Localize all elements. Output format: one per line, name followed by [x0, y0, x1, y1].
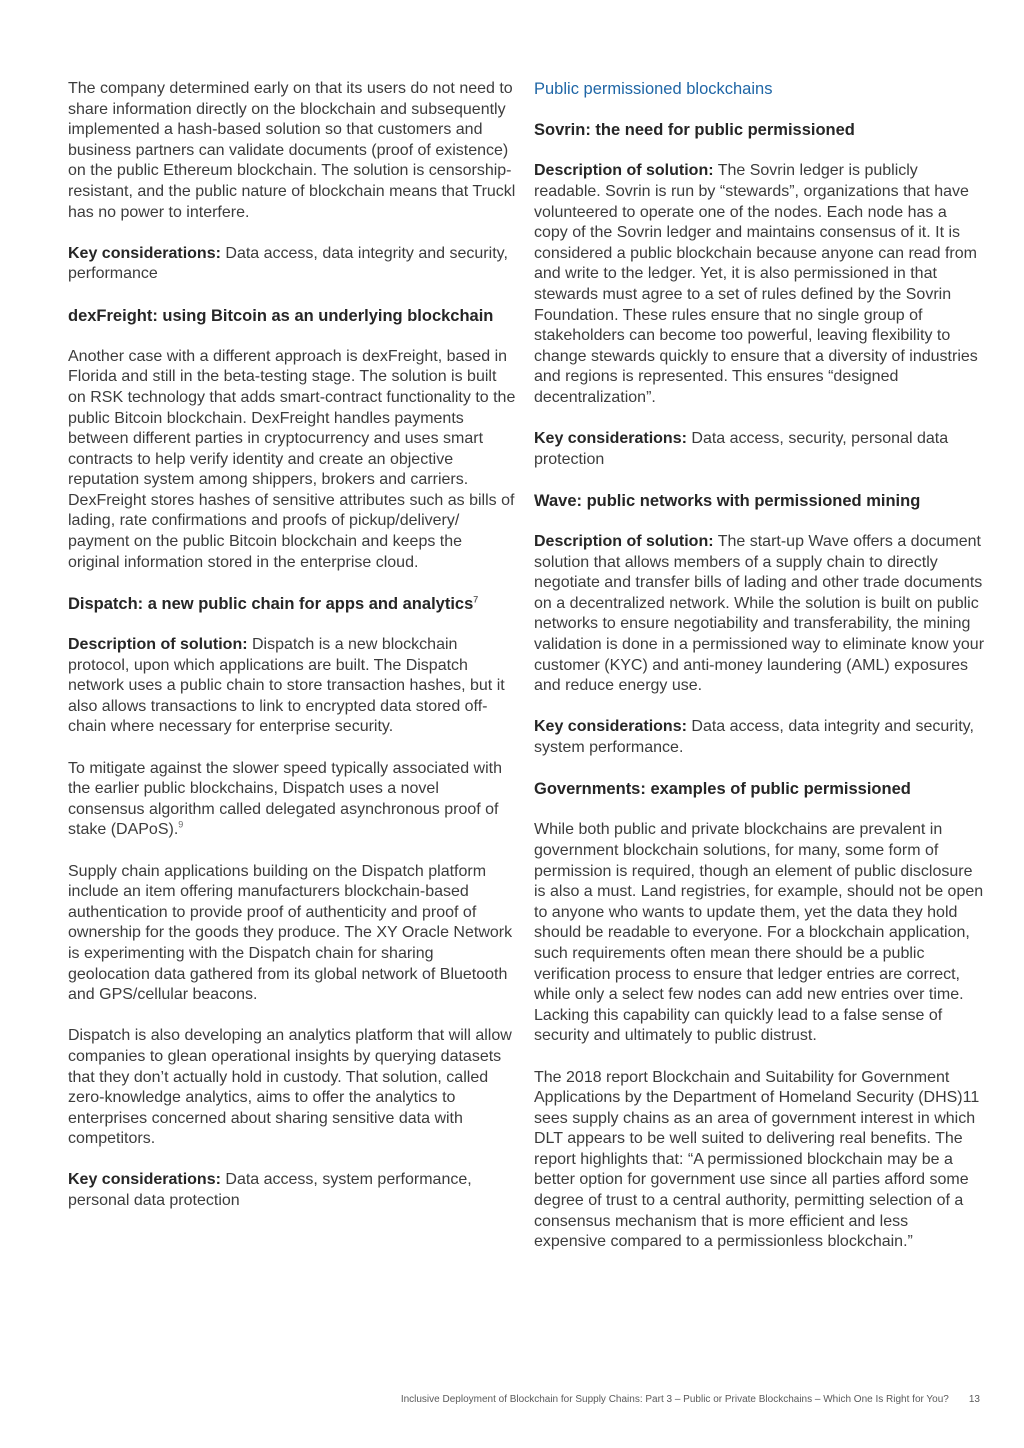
key-considerations-sovrin — [534, 429, 984, 470]
description-text: The start-up Wave offers a document solution that allows members of a supply chain to directly negotiate and transfer bills of lading and other trade documents on a decentralized network. While the solution is built on public networks to ensure negotiability and transferability, the mining validation is done in a permissioned way to eliminate know your customer (KYC) and anti-money laundering (AML) exposures and reduce energy use. — [534, 533, 985, 695]
description-label: Description of solution: — [68, 636, 248, 654]
key-considerations-trucki — [68, 244, 518, 285]
key-considerations-wave — [534, 717, 984, 758]
description-label: Description of solution: — [534, 533, 714, 551]
footer-title: Inclusive Deployment of Blockchain for Supply Chains: Part 3 – Public or Private Blockchains – Which One Is Right for You? — [400, 1394, 949, 1405]
paragraph-dispatch-speed — [68, 759, 518, 841]
description-wave — [534, 532, 984, 697]
footnote-ref-7: 7 — [473, 594, 479, 605]
heading-sovrin: Sovrin: the need for public permissioned — [534, 121, 855, 140]
key-considerations-text: Data access, system performance, personal data protection — [68, 1171, 472, 1210]
paragraph-dispatch-speed-text: To mitigate against the slower speed typically associated with the earlier public blockchains, Dispatch uses a novel consensus algorithm called delegated asynchronous proof of stake (DAPoS). — [68, 759, 502, 839]
paragraph-dexfreight: Another case with a different approach is dexFreight, based in Florida and still in the beta-testing stage. The solution is built on RSK technology that adds smart-contract functionality to the public Bitcoin blockchain. DexFreight handles payments between different parties in cryptocurrency and uses smart contracts to help verify identity and create an objective reputation system among shippers, brokers and carriers. DexFreight stores hashes of sensitive attributes such as bills of lading, rate confirmations and proofs of pickup/delivery/ payment on the public Bitcoin blockchain and keeps the original information stored in the enterprise cloud. — [68, 347, 516, 571]
heading-wave: Wave: public networks with permissioned mining — [534, 491, 921, 510]
paragraph-trucki: The company determined early on that its users do not need to share information directly on the blockchain and subsequently implemented a hash-based solution so that customers and business partners can validate documents (proof of existence) on the public Ethereum blockchain. The solution is censorship-resistant, and the public nature of blockchain means that Truckl has no power to interfere. — [68, 80, 516, 221]
paragraph-governments: While both public and private blockchains are prevalent in government blockchain solutions, for many, some form of permission is required, though an element of public disclosure is also a must. Land registries, for example, should not be open to anyone who wants to update them, yet the data they hold should be readable to everyone. For a blockchain application, such requirements often mean there should be a public verification process to ensure that ledger entries are correct, while only a select few nodes can add new entries over time. Lacking this capability can quickly lead to a false sense of security and ultimately to public distrust. — [534, 821, 984, 1045]
key-considerations-label: Key considerations: — [534, 430, 687, 448]
footnote-ref-9: 9 — [178, 820, 184, 831]
key-considerations-text: Data access, data integrity and security, performance — [68, 244, 508, 283]
right-column — [534, 79, 984, 1273]
left-column — [68, 79, 518, 1232]
page-number: 13 — [968, 1394, 980, 1405]
key-considerations-label: Key considerations: — [534, 718, 687, 736]
key-considerations-dispatch — [68, 1170, 518, 1211]
key-considerations-text: Data access, data integrity and security, system performance. — [534, 718, 974, 756]
description-label: Description of solution: — [534, 162, 714, 180]
heading-dispatch — [68, 594, 518, 615]
key-considerations-label: Key considerations: — [68, 1171, 221, 1189]
heading-dispatch-text: Dispatch: a new public chain for apps and analytics — [68, 594, 474, 613]
paragraph-dispatch-analytics: Dispatch is also developing an analytics platform that will allow companies to glean operational insights by querying datasets that they don’t actually hold in custody. That solution, called zero-knowledge analytics, aims to offer the analytics to enterprises concerned about sharing sensitive data with competitors. — [68, 1027, 512, 1148]
section-heading: Public permissioned blockchains — [534, 80, 773, 98]
description-dispatch — [68, 635, 518, 738]
key-considerations-text: Data access, security, personal data protection — [534, 430, 949, 468]
description-text: Dispatch is a new blockchain protocol, upon which applications are built. The Dispatch network uses a public chain to store transaction hashes, but it also allows transactions to link to encrypted data stored off-chain where necessary for enterprise security. — [68, 636, 505, 736]
page-footer — [300, 1394, 980, 1405]
description-sovrin — [534, 161, 984, 408]
paragraph-dispatch-apps: Supply chain applications building on the Dispatch platform include an item offering manufacturers blockchain-based authentication to provide proof of authenticity and proof of ownership for the goods they produce. The XY Oracle Network is experimenting with the Dispatch chain for sharing geolocation data gathered from its global network of Bluetooth and GPS/cellular beacons. — [68, 862, 513, 1004]
heading-governments: Governments: examples of public permissioned — [534, 780, 911, 799]
key-considerations-label: Key considerations: — [68, 244, 221, 262]
heading-dexfreight: dexFreight: using Bitcoin as an underlying blockchain — [68, 306, 494, 325]
description-text: The Sovrin ledger is publicly readable. Sovrin is run by “stewards”, organizations that have volunteered to operate one of the nodes. Each node has a copy of the Sovrin ledger and maintains consensus of it. It is considered a public blockchain because anyone can read from and write to the ledger. Yet, it is also permissioned in that stewards must agree to a set of rules defined by the Sovrin Foundation. These rules ensure that no single group of stakeholders can become too powerful, leaving flexibility to change stewards quickly to ensure that a diversity of industries and regions is represented. This ensures “designed decentralization”. — [534, 162, 978, 406]
paragraph-dhs-report: The 2018 report Blockchain and Suitability for Government Applications by the Department of Homeland Security (DHS)11 sees supply chains as an area of government interest in which DLT appears to be well suited to delivering real benefits. The report highlights that: “A permissioned blockchain may be a better option for government use since all parties afford some degree of trust to a central authority, permitting selection of a consensus mechanism that is more efficient and less expensive compared to a permissionless blockchain.” — [534, 1068, 980, 1251]
